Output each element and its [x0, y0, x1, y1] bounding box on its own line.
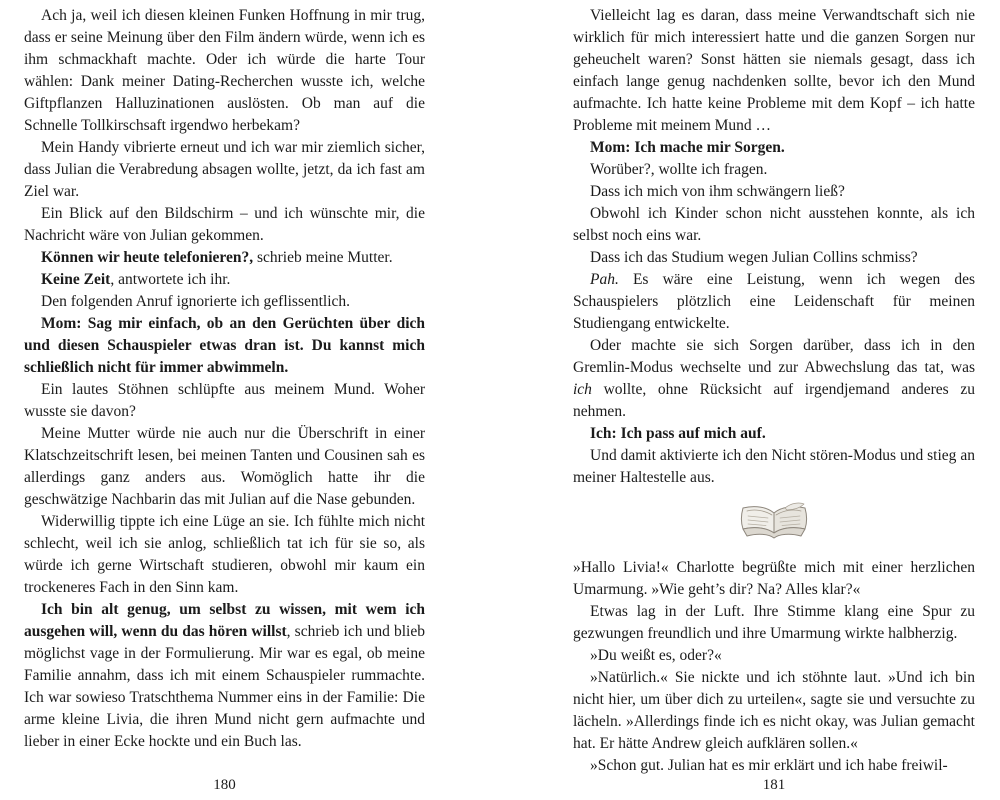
paragraph — [24, 247, 425, 269]
paragraph — [573, 755, 975, 777]
text-segment: Und damit aktivierte ich den Nicht stören-Modus und stieg an meiner Haltestelle aus. — [573, 447, 975, 486]
text-segment: wollte, ohne Rücksicht auf irgendjemand anderes zu nehmen. — [573, 381, 975, 420]
paragraph — [24, 599, 425, 753]
text-segment: Vielleicht lag es daran, dass meine Verwandtschaft sich nie wirklich für mich interessiert hatte und die ganzen Sorgen nur geheuchelt waren? Sonst hätten sie niemals gesagt, dass ich einfach lange genug nachdenken sollte, bevor ich den Mund aufmachte. Ich hatte keine Probleme mit dem Kopf – ich hatte Probleme mit meinem Mund … — [573, 7, 975, 134]
text-segment: Pah. — [590, 271, 619, 288]
page-number: 181 — [762, 777, 786, 793]
paragraph — [24, 291, 425, 313]
text-segment: Ein lautes Stöhnen schlüpfte aus meinem Mund. Woher wusste sie davon? — [24, 381, 425, 420]
text-segment: , schrieb ich und blieb möglichst vage in der Formulierung. Mir war es egal, ob meine Familie annahm, dass ich mit einem Schauspieler rummachte. Ich war sowieso Tratschthema Nummer eins in der Familie: Die arme kleine Livia, die ihren Mund nicht gern aufmachte und lieber in einer Ecke hockte und ein Buch las. — [24, 623, 425, 750]
paragraph — [573, 667, 975, 755]
paragraph — [24, 203, 425, 247]
text-segment: »Natürlich.« Sie nickte und ich stöhnte laut. »Und ich bin nicht hier, um über dich zu urteilen«, sagte sie und versuchte zu lächeln. »Allerdings finde ich es nicht okay, was Julian gemacht hat. Er hätte Andrew gleich aufklären sollen.« — [573, 669, 975, 752]
scene-break — [573, 499, 975, 545]
text-segment: schrieb meine Mutter. — [253, 249, 393, 266]
text-segment: Keine Zeit — [41, 271, 111, 288]
paragraph — [24, 269, 425, 291]
paragraph — [573, 269, 975, 335]
page-text-left — [24, 0, 425, 764]
text-segment: Oder machte sie sich Sorgen darüber, dass ich in den Gremlin-Modus wechselte und zur Abwechslung das tat, was — [573, 337, 975, 376]
open-book-illustration — [733, 502, 815, 542]
text-segment: , antwortete ich ihr. — [110, 271, 231, 288]
paragraph — [573, 181, 975, 203]
text-segment: ich — [573, 381, 592, 398]
paragraph — [573, 423, 975, 445]
paragraph — [573, 601, 975, 645]
page-right — [573, 0, 975, 800]
text-segment: Mom: Ich mache mir Sorgen. — [590, 139, 785, 156]
paragraph — [573, 5, 975, 137]
text-segment: Den folgenden Anruf ignorierte ich geflissentlich. — [41, 293, 351, 310]
text-segment: Ein Blick auf den Bildschirm – und ich wünschte mir, die Nachricht wäre von Julian gekommen. — [24, 205, 425, 244]
paragraph — [573, 137, 975, 159]
paragraph — [573, 445, 975, 489]
text-segment: Ach ja, weil ich diesen kleinen Funken Hoffnung in mir trug, dass er seine Meinung über den Film ändern würde, wenn ich es ihm schmackhaft machte. Oder ich würde die harte Tour wählen: Dank meiner Dating-Recherchen wusste ich, welche Giftpflanzen Halluzinationen auslösten. Ob man auf die Schnelle Tollkirschsaft irgendwo herbekam? — [24, 7, 425, 134]
text-segment: Etwas lag in der Luft. Ihre Stimme klang eine Spur zu gezwungen freundlich und ihre Umarmung wirkte halbherzig. — [573, 603, 975, 642]
paragraph — [24, 423, 425, 511]
page-left — [24, 0, 425, 800]
text-segment: Meine Mutter würde nie auch nur die Überschrift in einer Klatschzeitschrift lesen, bei meinen Tanten und Cousinen sah es allerdings ganz anders aus. Womöglich hatte ihr die geschwätzige Nachbarin das mit Julian auf die Nase gebunden. — [24, 425, 425, 508]
text-segment: Mein Handy vibrierte erneut und ich war mir ziemlich sicher, dass Julian die Verabredung absagen wollte, jetzt, da ich fast am Ziel war. — [24, 139, 425, 200]
text-segment: »Hallo Livia!« Charlotte begrüßte mich mit einer herzlichen Umarmung. »Wie geht’s dir? Na? Alles klar?« — [573, 559, 975, 598]
paragraph — [24, 511, 425, 599]
paragraph — [573, 645, 975, 667]
text-segment: »Schon gut. Julian hat es mir erklärt und ich habe freiwil- — [590, 757, 948, 774]
text-segment: Dass ich das Studium wegen Julian Collins schmiss? — [590, 249, 918, 266]
paragraph — [573, 335, 975, 423]
text-segment: Widerwillig tippte ich eine Lüge an sie. Ich fühlte mich nicht schlecht, weil ich sie anlog, schließlich tat ich für sie so, als würde ich gerne Wirtschaft studieren, obwohl mir kaum ein trockeneres Fach in den Sinn kam. — [24, 513, 425, 596]
paragraph — [24, 379, 425, 423]
page-number: 180 — [213, 777, 236, 793]
paragraph — [24, 313, 425, 379]
paragraph — [24, 137, 425, 203]
text-segment: Es wäre eine Leistung, wenn ich wegen des Schauspielers plötzlich eine Leidenschaft für meinen Studiengang entwickelte. — [573, 271, 975, 332]
text-segment: Ich bin alt genug, um selbst zu wissen, mit wem ich ausgehen will, wenn du das hören willst — [24, 601, 425, 640]
text-segment: Worüber?, wollte ich fragen. — [590, 161, 768, 178]
page-text-right — [573, 0, 975, 774]
text-segment: Ich: Ich pass auf mich auf. — [590, 425, 766, 442]
paragraph — [24, 5, 425, 137]
paragraph — [573, 203, 975, 247]
paragraph — [573, 247, 975, 269]
text-segment: Mom: Sag mir einfach, ob an den Gerüchten über dich und diesen Schauspieler etwas dran ist. Du kannst mich schließlich nicht für immer abwimmeln. — [24, 315, 425, 376]
paragraph — [573, 159, 975, 181]
text-segment: Obwohl ich Kinder schon nicht ausstehen konnte, als ich selbst noch eins war. — [573, 205, 975, 244]
text-segment: Dass ich mich von ihm schwängern ließ? — [590, 183, 845, 200]
text-segment: Können wir heute telefonieren?, — [41, 249, 254, 266]
paragraph — [573, 557, 975, 601]
text-segment: »Du weißt es, oder?« — [590, 647, 722, 664]
